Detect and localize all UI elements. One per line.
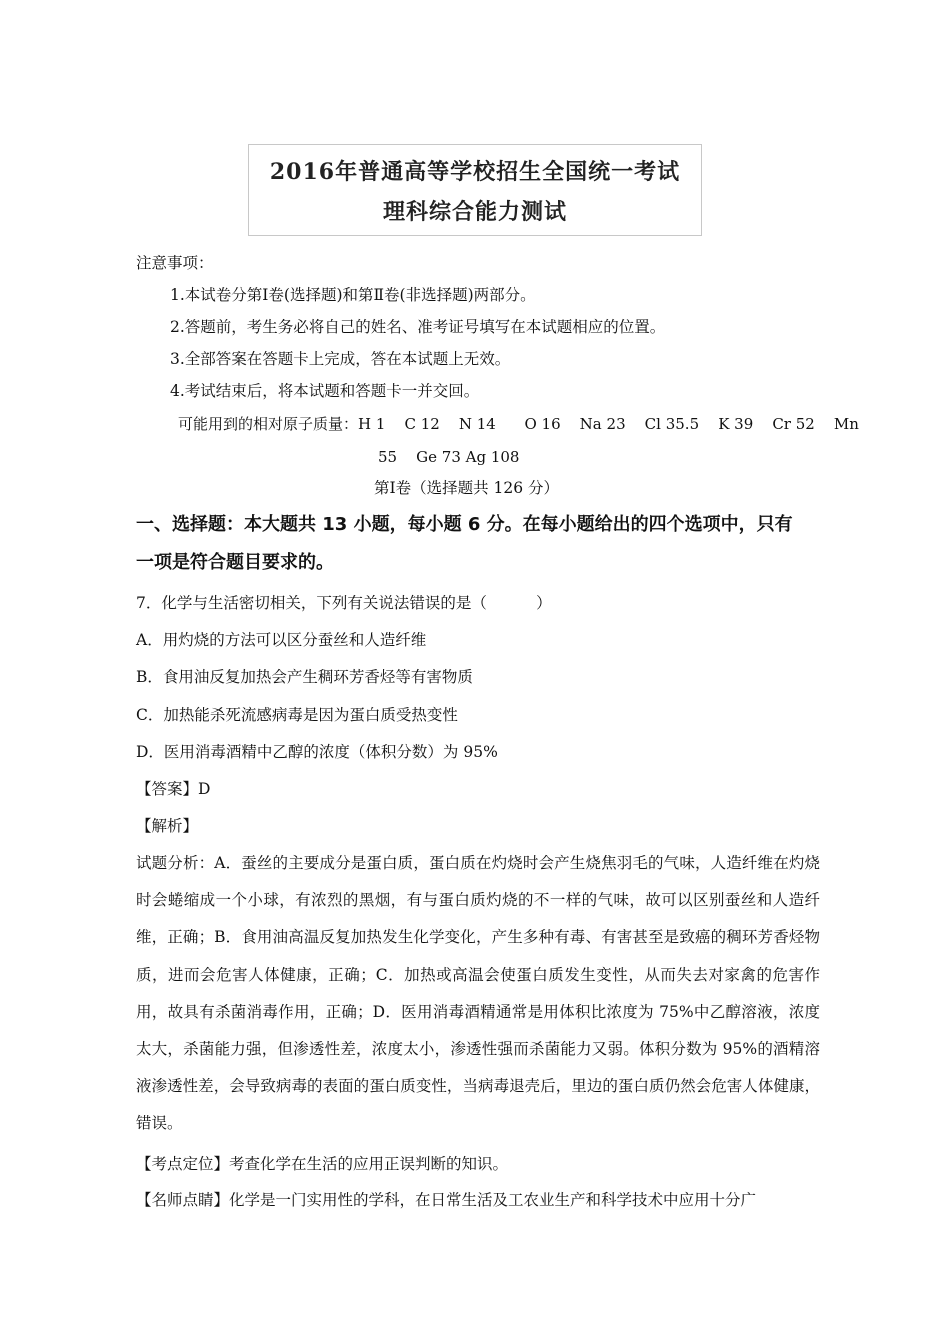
teacher-note: 【名师点睛】化学是一门实用性的学科，在日常生活及工农业生产和科学技术中应用十分广 [136,1191,757,1209]
notice-item-4: 4.考试结束后，将本试题和答题卡一并交回。 [170,382,480,400]
option-c: C．加热能杀死流感病毒是因为蛋白质受热变性 [136,706,458,724]
atomic-mass-line-2: 55 Ge 73 Ag 108 [378,448,520,466]
option-a: A．用灼烧的方法可以区分蚕丝和人造纤维 [136,631,427,649]
atomic-mass-line-1: 可能用到的相对原子质量：H 1 C 12 N 14 O 16 Na 23 Cl 35.5 K 39 Cr 52 Mn [178,415,859,433]
notice-item-2: 2.答题前，考生务必将自己的姓名、准考证号填写在本试题相应的位置。 [170,318,666,336]
analysis-heading: 【解析】 [136,817,199,835]
option-d: D．医用消毒酒精中乙醇的浓度（体积分数）为 95% [136,743,498,761]
notice-heading: 注意事项： [136,254,214,272]
key-point: 【考点定位】考查化学在生活的应用正误判断的知识。 [136,1155,509,1173]
volume-title: 第Ⅰ卷（选择题共 126 分） [374,479,560,497]
section-heading-line-2: 一项是符合题目要求的。 [136,552,334,573]
exam-title-box [248,144,702,236]
answer: 【答案】D [136,780,211,798]
notice-item-3: 3.全部答案在答题卡上完成，答在本试题上无效。 [170,350,511,368]
exam-title: 2016年普通高等学校招生全国统一考试 [269,159,681,185]
question-stem: 7．化学与生活密切相关，下列有关说法错误的是（ ） [136,594,552,612]
notice-item-1: 1.本试卷分第Ⅰ卷(选择题)和第Ⅱ卷(非选择题)两部分。 [170,286,536,304]
analysis-text: 试题分析：A．蚕丝的主要成分是蛋白质，蛋白质在灼烧时会产生烧焦羽毛的气味，人造纤维在灼烧时会蜷缩成一个小球，有浓烈的黑烟，有与蛋白质灼烧的不一样的气味，故可以区别蚕丝和人造纤维，正确；B．食用油高温反复加热发生化学变化，产生多种有毒、有害甚至是致癌的稠环芳香烃物质，进而会危害人体健康，正确；C．加热或高温会使蛋白质发生变性，从而失去对家禽的危害作用，故具有杀菌消毒作用，正确；D．医用消毒酒精通常是用体积比浓度为 75%中乙醇溶液，浓度太大，杀菌能力强，但渗透性差，浓度太小，渗透性强而杀菌能力又弱。体积分数为 95%的酒精溶液渗透性差，会导致病毒的表面的蛋白质变性，当病毒退壳后，里边的蛋白质仍然会危害人体健康，错误。 [136,854,820,1133]
option-b: B．食用油反复加热会产生稠环芳香烃等有害物质 [136,668,473,686]
section-heading-line-1: 一、选择题：本大题共 13 小题，每小题 6 分。在每小题给出的四个选项中，只有 [136,514,793,535]
exam-subtitle: 理科综合能力测试 [382,199,567,225]
